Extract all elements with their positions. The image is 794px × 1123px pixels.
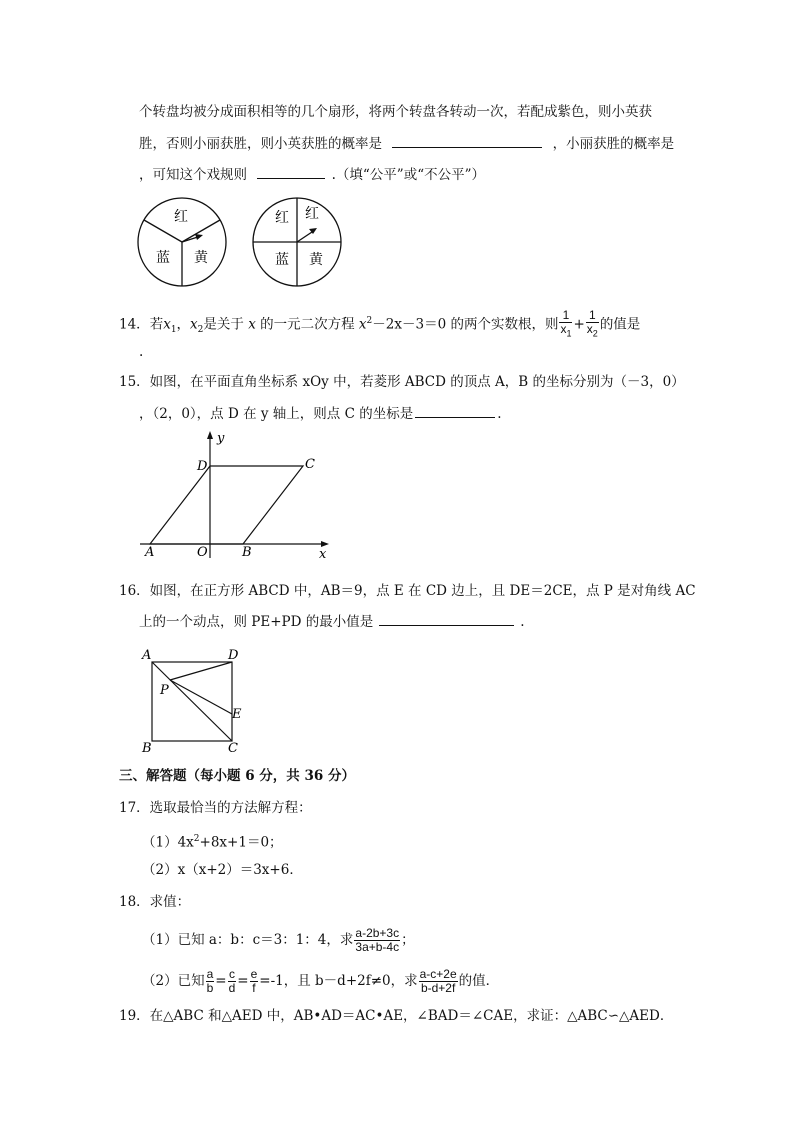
q14-sub: 2 [197,325,204,336]
square-C-label: C [228,741,238,756]
q15-line2-text: ，（2，0），点 D 在 y 轴上，则点 C 的坐标是 [139,406,414,422]
q18-part2-fraction: $\frac{a-c+2e}{b-d+2f}$ [419,967,457,995]
q18-title: 18．求值： [119,894,191,910]
q16-line1: 16．如图，在正方形 ABCD 中，AB＝9，点 E 在 CD 边上，且 DE＝2CE，点 P 是对角线 AC [119,583,696,599]
spinner-wheel-1 [136,196,236,290]
q14-var: x [248,316,256,333]
section-3-heading: 三、解答题（每小题 6 分，共 36 分） [119,768,355,784]
answer-blank [415,405,495,418]
q13-line3-text-a: ，可知这个戏规则 [139,167,247,183]
square-figure [136,644,256,756]
square-D-label: D [228,648,239,663]
rhombus-figure [135,428,335,563]
answer-blank [379,613,514,626]
q14-number: 14． [119,316,150,333]
q15-line2 [139,405,502,423]
wheel1-label: 蓝 [156,250,170,266]
q18-part2-text: （2）已知 [142,973,205,989]
wheel2-label: 黄 [309,252,323,268]
q13-line3-text-b: .（填“公平”或“不公平”） [331,167,485,183]
q14-eq-var: x [358,316,367,333]
q14-text: 的两个实数根，则 [450,316,559,333]
q13-line2 [139,135,674,153]
q18-part1-fraction: $\frac{a-2b+3c}{3a+b-4c}$ [355,926,400,954]
point-A-label: A [145,545,155,560]
q14-text: 是关于 [203,316,244,333]
q14-end: . [139,344,144,360]
q14-eq-rest: －2x－3＝0 [372,316,447,333]
q17-part1-sup: 2 [193,834,200,844]
square-E-label: E [232,707,242,722]
fraction-c-d: $\frac{c}{d}$ [228,967,236,995]
q16-line2 [139,613,525,631]
equals-sign: = [237,973,249,989]
square-A-label: A [142,648,152,663]
wheel2-label: 红 [275,210,289,226]
q13-line2-text-b: ，小丽获胜的概率是 [552,136,675,152]
q14-eq-sup: 2 [366,316,373,326]
q14-fraction-2: $\frac{1}{x_2}$ [586,308,598,339]
q14-text: 的一元二次方程 [260,316,355,333]
q14-var: x [190,316,198,333]
fraction-e-f: $\frac{e}{f}$ [250,967,258,995]
q18-part1-end: ； [401,932,415,948]
point-B-label: B [242,545,252,560]
fraction-a-b: $\frac{a}{b}$ [206,967,214,995]
q17-part2: （2）x（x+2）＝3x+6． [142,862,303,878]
q18-part1-text: （1）已知 a：b：c＝3：1：4，求 [142,932,354,948]
q17-title: 17．选取最恰当的方法解方程： [119,800,312,816]
point-O-label: O [197,545,208,560]
wheel2-label: 蓝 [275,252,289,268]
q13-line1: 个转盘均被分成面积相等的几个扇形，将两个转盘各转动一次，若配成紫色，则小英获 [139,104,652,120]
q15-line2-end: . [497,406,502,422]
q14-var: x [163,316,171,333]
axis-x-label: x [319,547,327,562]
q15-line1: 15．如图，在平面直角坐标系 xOy 中，若菱形 ABCD 的顶点 A，B 的坐标分别为（－3，0） [119,374,685,390]
answer-blank [392,135,542,148]
q14-sub: 1 [170,325,177,336]
q17-part1-text: （1）4x [142,834,194,851]
spinner-wheel-2 [251,196,351,290]
q18-part2-text: =-1，且 b－d+2f≠0，求 [259,973,418,989]
q18-part2-end: 的值． [458,973,500,989]
q19-text: 19．在△ABC 和△AED 中，AB•AD＝AC•AE，∠BAD＝∠CAE，求证：△ABC∽△AED． [119,1008,674,1024]
wheel1-label: 红 [174,209,188,225]
q14-fraction-1: $\frac{1}{x_1}$ [560,308,572,339]
q14-text: ， [176,316,191,333]
wheel2-label: 红 [305,206,319,222]
q18-part1 [142,925,415,955]
axis-y-label: y [217,431,225,446]
answer-blank [257,166,325,179]
square-P-label: P [160,683,169,698]
q18-part2 [142,966,499,996]
q14-text: 若 [149,316,164,333]
point-C-label: C [305,457,315,472]
q16-line2-end: . [520,614,525,630]
q13-line3 [139,166,485,184]
wheel1-label: 黄 [194,250,208,266]
q17-part1 [142,830,283,852]
q16-line2-text: 上的一个动点，则 PE+PD 的最小值是 [139,614,374,630]
q14-plus: + [573,316,585,333]
point-D-label: D [197,459,208,474]
q13-line2-text-a: 胜，否则小丽获胜，则小英获胜的概率是 [139,136,382,152]
q17-part1-text: +8x+1＝0； [199,834,283,851]
equals-sign: = [215,973,227,989]
q14-line1 [119,306,640,345]
square-B-label: B [142,741,152,756]
q14-text: 的值是 [599,316,641,333]
